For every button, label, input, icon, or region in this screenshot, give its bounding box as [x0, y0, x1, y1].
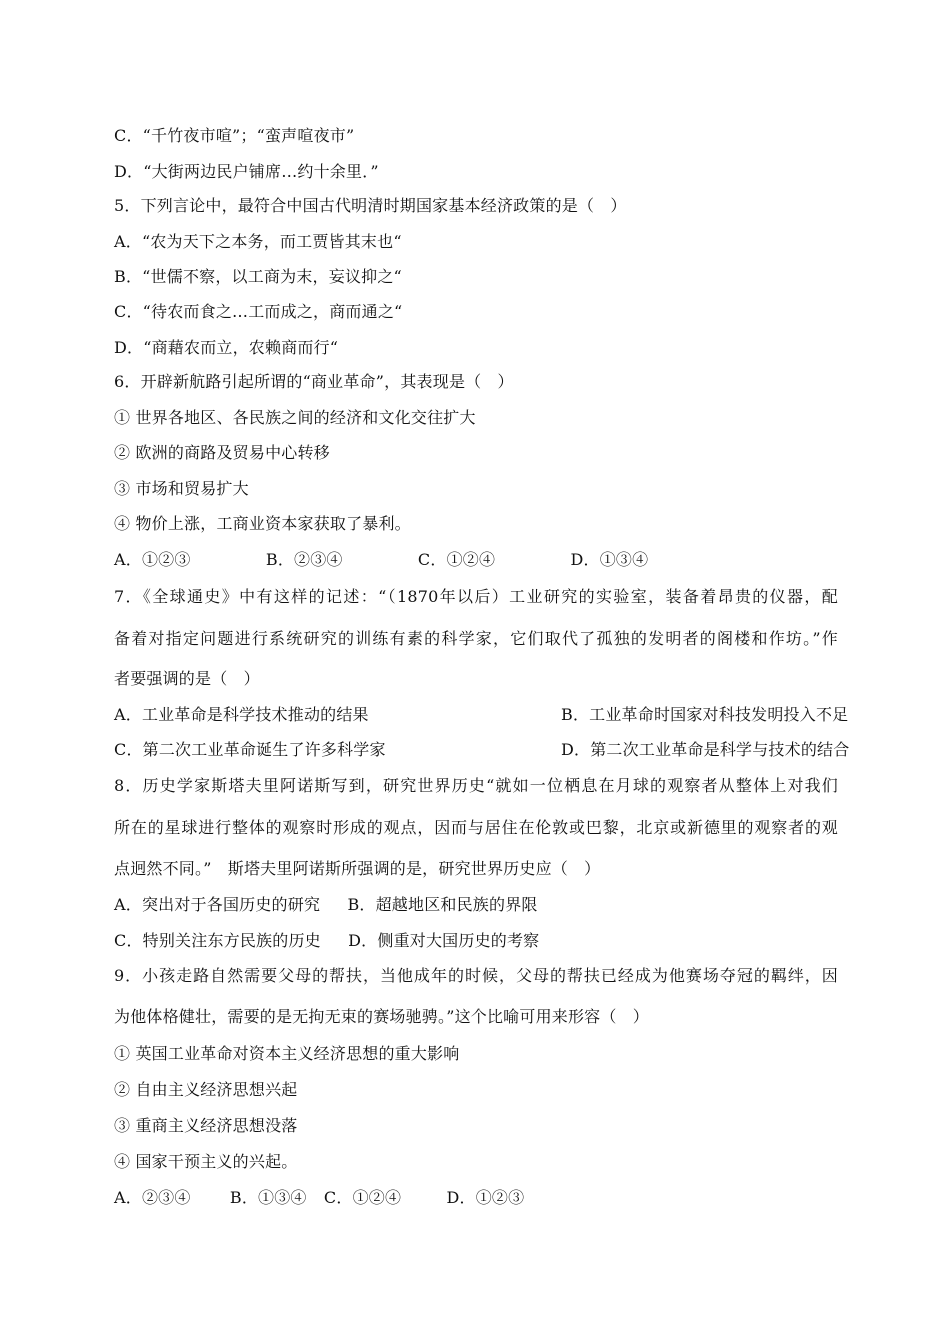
question-4-option-c: C．“千竹夜市喧”；“蛮声喧夜市”: [114, 126, 355, 145]
question-7-option-b: B．工业革命时国家对科技发明投入不足: [561, 705, 849, 724]
question-8-options-row-1: [114, 895, 538, 915]
question-8-option-a: A．突出对于各国历史的研究: [114, 895, 321, 914]
question-9-stem-line-2: 为他体格健壮，需要的是无拘无束的赛场驰骋。”这个比喻可用来形容（ ）: [114, 1007, 649, 1026]
question-9-item-4: ④ 国家干预主义的兴起。: [114, 1152, 298, 1171]
question-7-stem-line-1: 7．《全球通史》中有这样的记述：“（1870年以后）工业研究的实验室，装备着昂贵的仪器，配: [114, 587, 838, 606]
question-6-item-3: ③ 市场和贸易扩大: [114, 479, 249, 498]
question-6-options: [114, 550, 648, 570]
question-5-option-a: A．“农为天下之本务，而工贾皆其末也“: [114, 232, 402, 251]
question-9-stem-line-1: 9．小孩走路自然需要父母的帮扶，当他成年的时候，父母的帮扶已经成为他赛场夺冠的羁绊，因: [114, 966, 838, 985]
question-6-option-a: A．①②③: [114, 550, 191, 569]
question-6-item-4: ④ 物价上涨，工商业资本家获取了暴利。: [114, 514, 411, 533]
question-4-option-d: D．“大街两边民户铺席…约十余里．”: [114, 162, 379, 181]
question-9-option-c: C．①②④: [323, 1188, 402, 1207]
question-9-option-b: B．①③④: [229, 1188, 307, 1207]
question-6-stem: 6．开辟新航路引起所谓的“商业革命”，其表现是（ ）: [114, 372, 514, 391]
question-8-option-b: B．超越地区和民族的界限: [347, 895, 538, 914]
question-8-option-c: C．特别关注东方民族的历史: [114, 931, 321, 950]
question-7-stem-line-3: 者要强调的是（ ）: [114, 669, 260, 688]
question-9-option-a: A．②③④: [114, 1188, 191, 1207]
question-9-item-2: ② 自由主义经济思想兴起: [114, 1080, 298, 1099]
question-7-options-row-2: [114, 740, 850, 760]
question-9-item-1: ① 英国工业革命对资本主义经济思想的重大影响: [114, 1044, 460, 1063]
question-9-option-d: D．①②③: [446, 1188, 525, 1207]
question-8-stem-line-2: 所在的星球进行整体的观察时形成的观点，因而与居住在伦敦或巴黎，北京或新德里的观察者的观: [114, 818, 838, 837]
question-6-option-d: D．①③④: [570, 550, 649, 569]
question-5-stem: 5．下列言论中，最符合中国古代明清时期国家基本经济政策的是（ ）: [114, 196, 627, 215]
question-7-option-a: A．工业革命是科学技术推动的结果: [114, 705, 369, 724]
question-8-stem-line-3: 点迥然不同。” 斯塔夫里阿诺斯所强调的是，研究世界历史应（ ）: [114, 859, 601, 878]
question-6-item-1: ① 世界各地区、各民族之间的经济和文化交往扩大: [114, 408, 476, 427]
question-7-options-row-1: [114, 705, 849, 725]
question-6-option-c: C．①②④: [417, 550, 496, 569]
question-9-options: [114, 1188, 524, 1208]
question-8-options-row-2: [114, 931, 539, 951]
question-6-item-2: ② 欧洲的商路及贸易中心转移: [114, 443, 330, 462]
question-5-option-d: D．“商藉农而立，农赖商而行“: [114, 338, 339, 357]
question-7-option-d: D．第二次工业革命是科学与技术的结合: [561, 740, 850, 759]
question-7-option-c: C．第二次工业革命诞生了许多科学家: [114, 740, 386, 759]
question-5-option-b: B．“世儒不察，以工商为末，妄议抑之“: [114, 267, 402, 286]
question-6-option-b: B．②③④: [265, 550, 343, 569]
question-5-option-c: C．“待农而食之…工而成之，商而通之“: [114, 302, 403, 321]
question-7-stem-line-2: 备着对指定问题进行系统研究的训练有素的科学家，它们取代了孤独的发明者的阁楼和作坊。”作: [114, 629, 838, 648]
question-8-stem-line-1: 8．历史学家斯塔夫里阿诺斯写到，研究世界历史“就如一位栖息在月球的观察者从整体上对我们: [114, 776, 838, 795]
question-9-item-3: ③ 重商主义经济思想没落: [114, 1116, 298, 1135]
question-8-option-d: D．侧重对大国历史的考察: [348, 931, 540, 950]
